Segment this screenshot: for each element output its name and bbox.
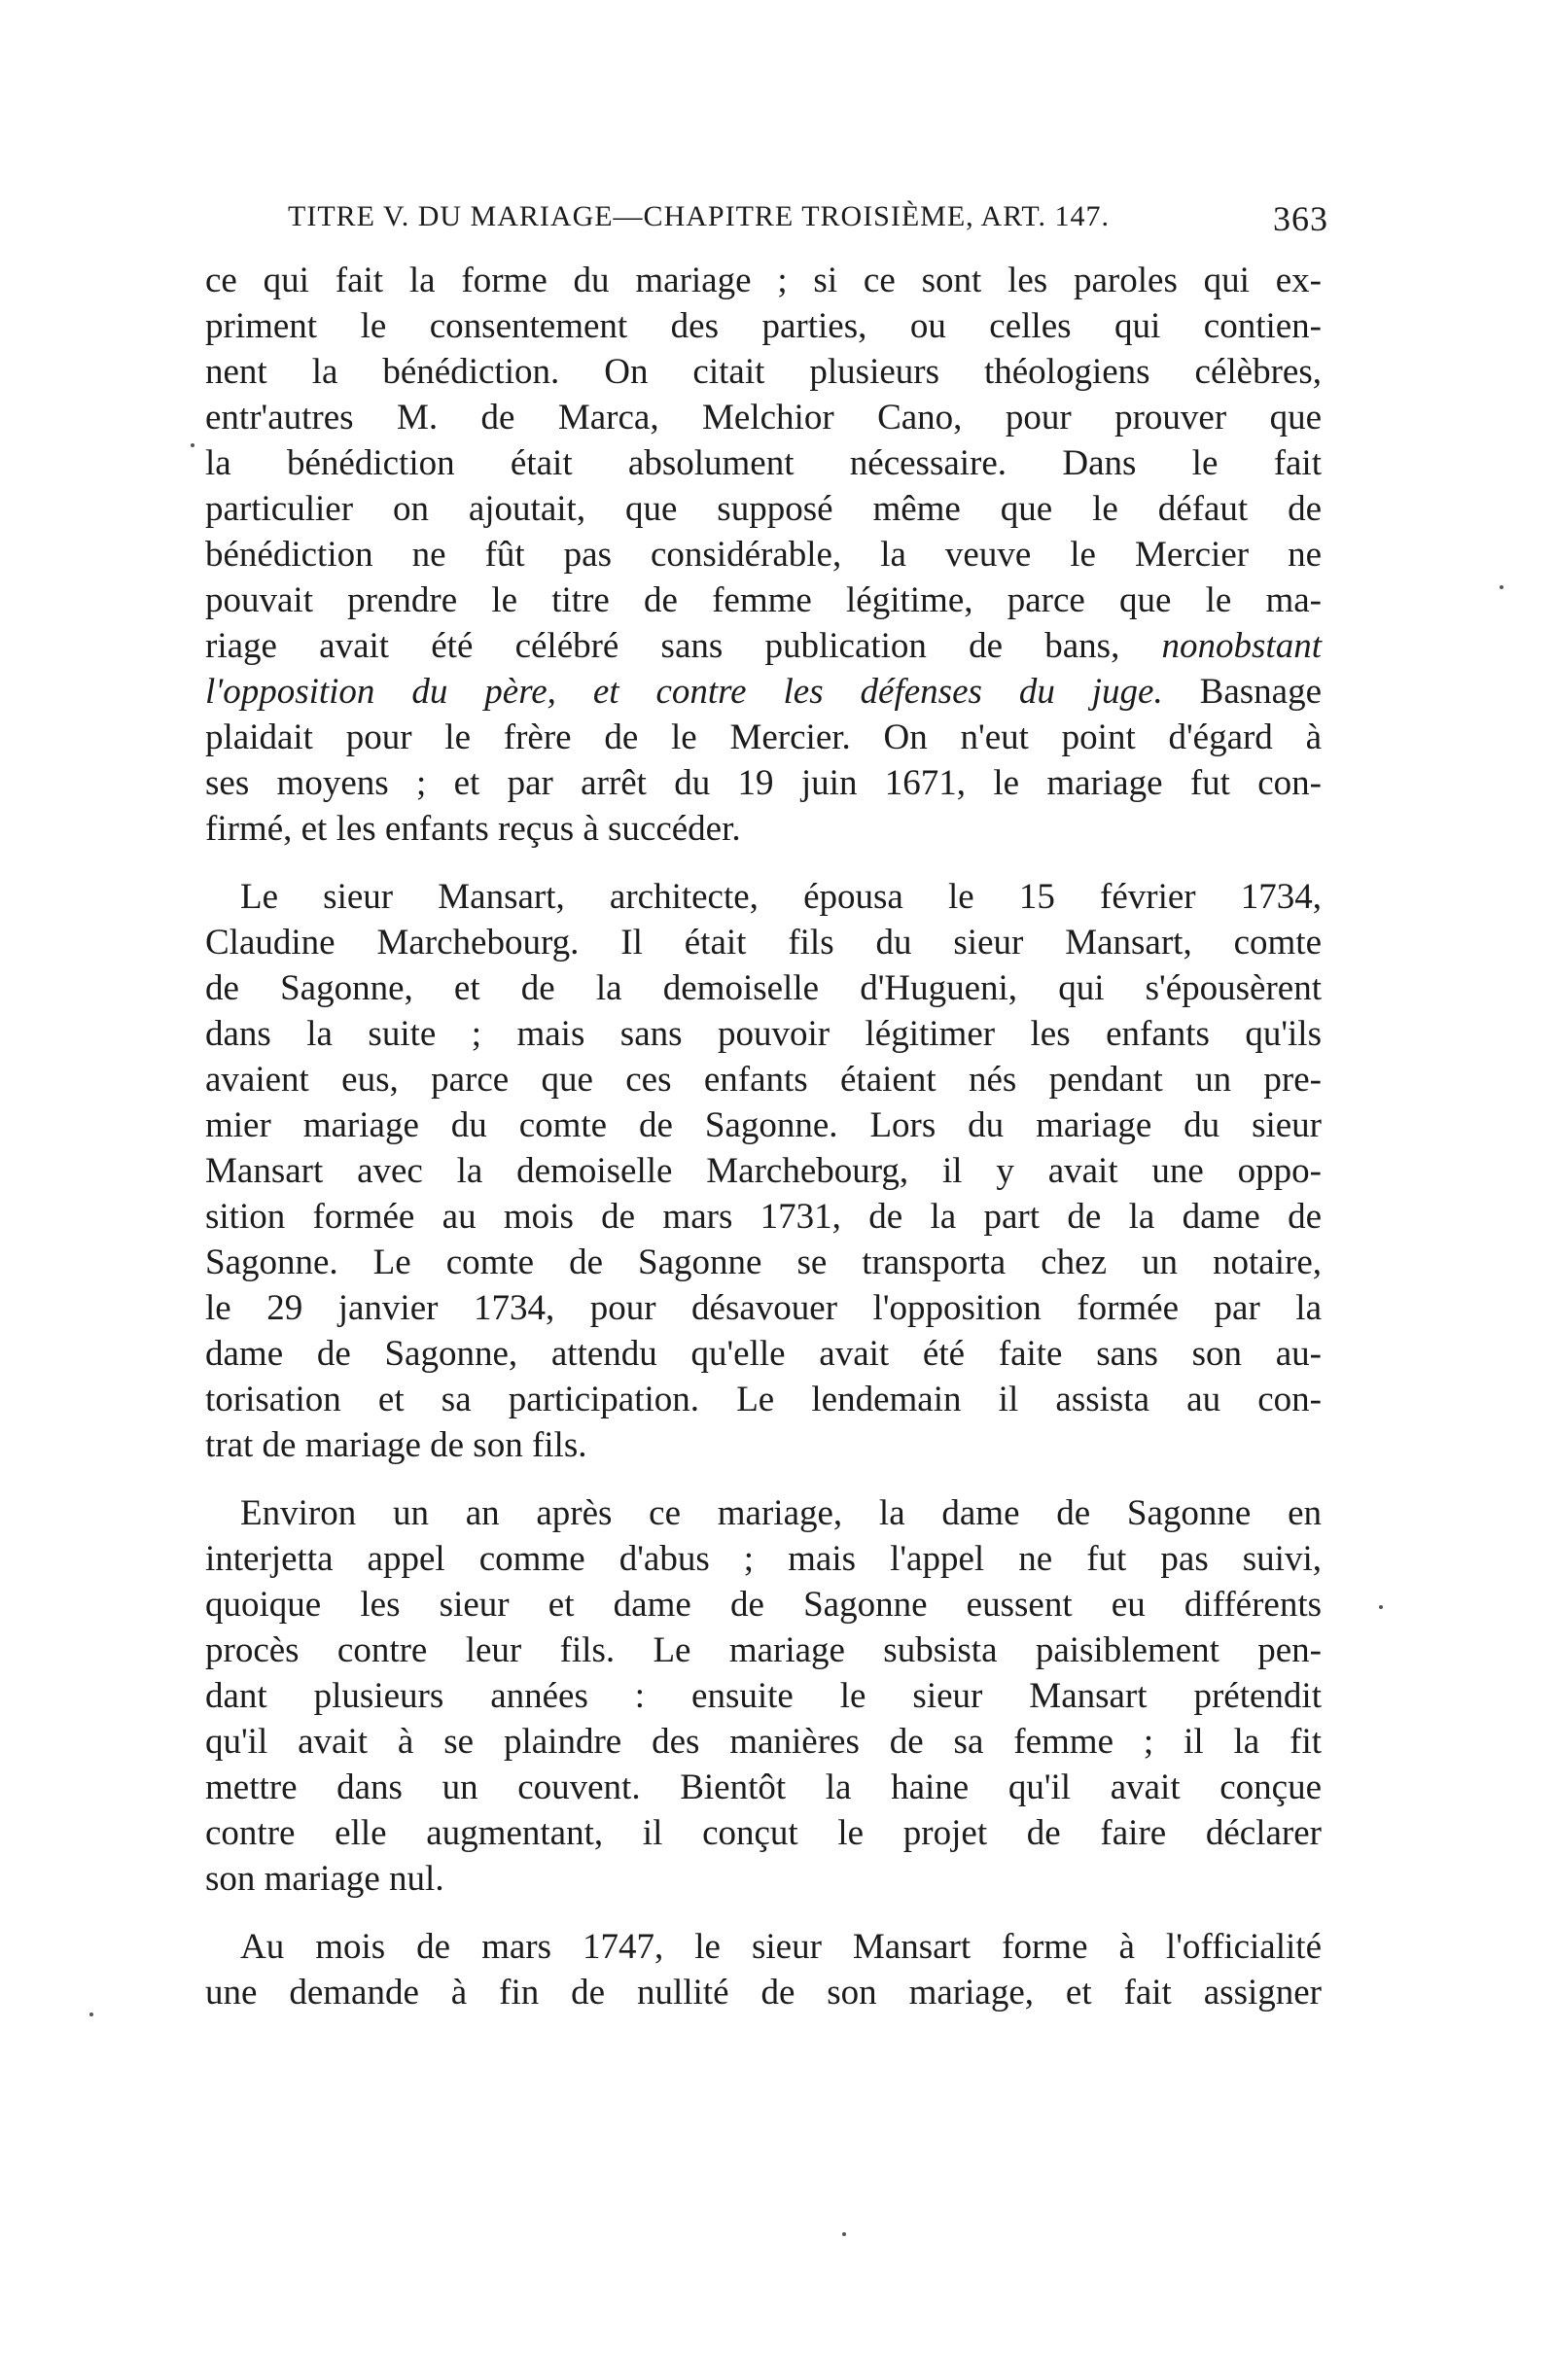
text-line: mettre dans un couvent. Bientôt la haine qu'il avait conçue [205,1768,1322,1807]
text-line: nent la bénédiction. On citait plusieurs théologiens célèbres, [205,352,1322,392]
text-line: torisation et sa participation. Le lendemain il assista au con- [205,1380,1322,1419]
text-line [205,674,1322,710]
italic-word: nonobstant [1161,626,1322,666]
text-line: Mansart avec la demoiselle Marchebourg, il y avait une oppo- [205,1151,1322,1191]
text-line: Sagonne. Le comte de Sagonne se transporta chez un notaire, [205,1242,1322,1282]
paper-speck [191,443,194,447]
italic-phrase: l'opposition du père, et contre les défenses du juge. [205,672,1163,712]
text-line: le 29 janvier 1734, pour désavouer l'opposition formée par la [205,1288,1322,1328]
text-line: trat de mariage de son fils. [205,1425,587,1465]
text-line: la bénédiction était absolument nécessaire. Dans le fait [205,443,1322,483]
text-line: interjetta appel comme d'abus ; mais l'appel ne fut pas suivi, [205,1539,1322,1579]
page-header [194,200,1332,245]
text-span: riage avait été célébré sans publication de bans, [205,626,1120,666]
text-line: une demande à fin de nullité de son mariage, et fait assigner [205,1973,1322,2012]
text-line [205,628,1322,664]
text-line: priment le consentement des parties, ou celles qui contien- [205,306,1322,346]
text-line: particulier on ajoutait, que supposé même que le défaut de [205,489,1322,529]
text-line: pouvait prendre le titre de femme légitime, parce que le ma- [205,580,1322,620]
text-line: bénédiction ne fût pas considérable, la veuve le Mercier ne [205,535,1322,575]
paper-speck [842,2232,846,2236]
text-line: Le sieur Mansart, architecte, épousa le 15 février 1734, [240,877,1322,917]
paper-speck [1379,1605,1383,1609]
text-line: dame de Sagonne, attendu qu'elle avait été faite sans son au- [205,1334,1322,1374]
text-line: contre elle augmentant, il conçut le projet de faire déclarer [205,1813,1322,1853]
text-line: mier mariage du comte de Sagonne. Lors du mariage du sieur [205,1105,1322,1145]
page-number: 363 [1273,199,1328,238]
text-line: plaidait pour le frère de le Mercier. On n'eut point d'égard à [205,718,1322,757]
text-span: Basnage [1199,672,1323,712]
text-line: de Sagonne, et de la demoiselle d'Hugueni, qui s'épousèrent [205,968,1322,1008]
text-line: qu'il avait à se plaindre des manières de sa femme ; il la fit [205,1722,1322,1762]
text-line: Environ un an après ce mariage, la dame de Sagonne en [240,1493,1322,1533]
paper-speck [1500,585,1503,589]
text-line: Au mois de mars 1747, le sieur Mansart forme à l'officialité [240,1927,1322,1967]
text-line: dant plusieurs années : ensuite le sieur Mansart prétendit [205,1676,1322,1716]
text-line: sition formée au mois de mars 1731, de la part de la dame de [205,1197,1322,1237]
text-line: son mariage nul. [205,1859,444,1899]
running-title: TITRE V. DU MARIAGE—CHAPITRE TROISIÈME, ART. 147. [288,200,1110,232]
text-line: avaient eus, parce que ces enfants étaient nés pendant un pre- [205,1060,1322,1100]
text-line: entr'autres M. de Marca, Melchior Cano, pour prouver que [205,398,1322,438]
text-line: quoique les sieur et dame de Sagonne eussent eu différents [205,1585,1322,1625]
paper-speck [89,2012,93,2016]
text-line: Claudine Marchebourg. Il était fils du sieur Mansart, comte [205,923,1322,962]
text-line: dans la suite ; mais sans pouvoir légitimer les enfants qu'ils [205,1014,1322,1054]
text-line: procès contre leur fils. Le mariage subsista paisiblement pen- [205,1630,1322,1670]
text-line: ses moyens ; et par arrêt du 19 juin 1671, le mariage fut con- [205,763,1322,803]
text-line: firmé, et les enfants reçus à succéder. [205,809,741,849]
text-line: ce qui fait la forme du mariage ; si ce sont les paroles qui ex- [205,261,1322,300]
